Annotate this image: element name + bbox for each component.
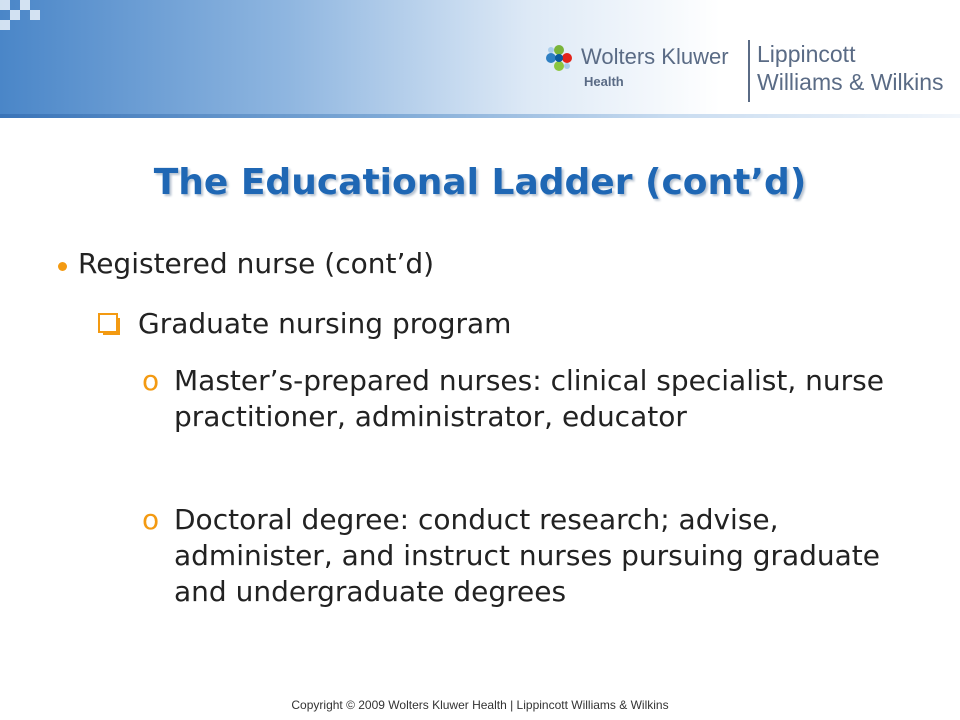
bullet-text: Registered nurse (cont’d) (78, 247, 435, 280)
bullet-level-2 (138, 304, 511, 344)
bullet-level-3 (142, 502, 914, 610)
imprint-line-1: Lippincott (757, 41, 856, 67)
bullet-text: Doctoral degree: conduct research; advise, administer, and instruct nurses pursuing graduate and undergraduate degrees (174, 503, 881, 608)
circle-bullet-marker: o (142, 503, 160, 536)
publisher-division: Health (584, 74, 624, 89)
publisher-name: Wolters Kluwer (581, 44, 729, 69)
slide-title: The Educational Ladder (cont’d) (153, 162, 807, 203)
bullet-level-3 (142, 363, 914, 435)
imprint-line-2: Williams & Wilkins (757, 69, 944, 95)
circle-bullet-marker: o (142, 364, 160, 397)
round-bullet-icon (58, 262, 67, 271)
bullet-level-1 (78, 244, 434, 284)
checkbox-bullet-icon (98, 313, 120, 335)
copyright-footer: Copyright © 2009 Wolters Kluwer Health | Lippincott Williams & Wilkins (291, 698, 669, 712)
bullet-text: Graduate nursing program (138, 307, 512, 340)
bullet-text: Master’s-prepared nurses: clinical specialist, nurse practitioner, administrator, educator (174, 364, 884, 433)
